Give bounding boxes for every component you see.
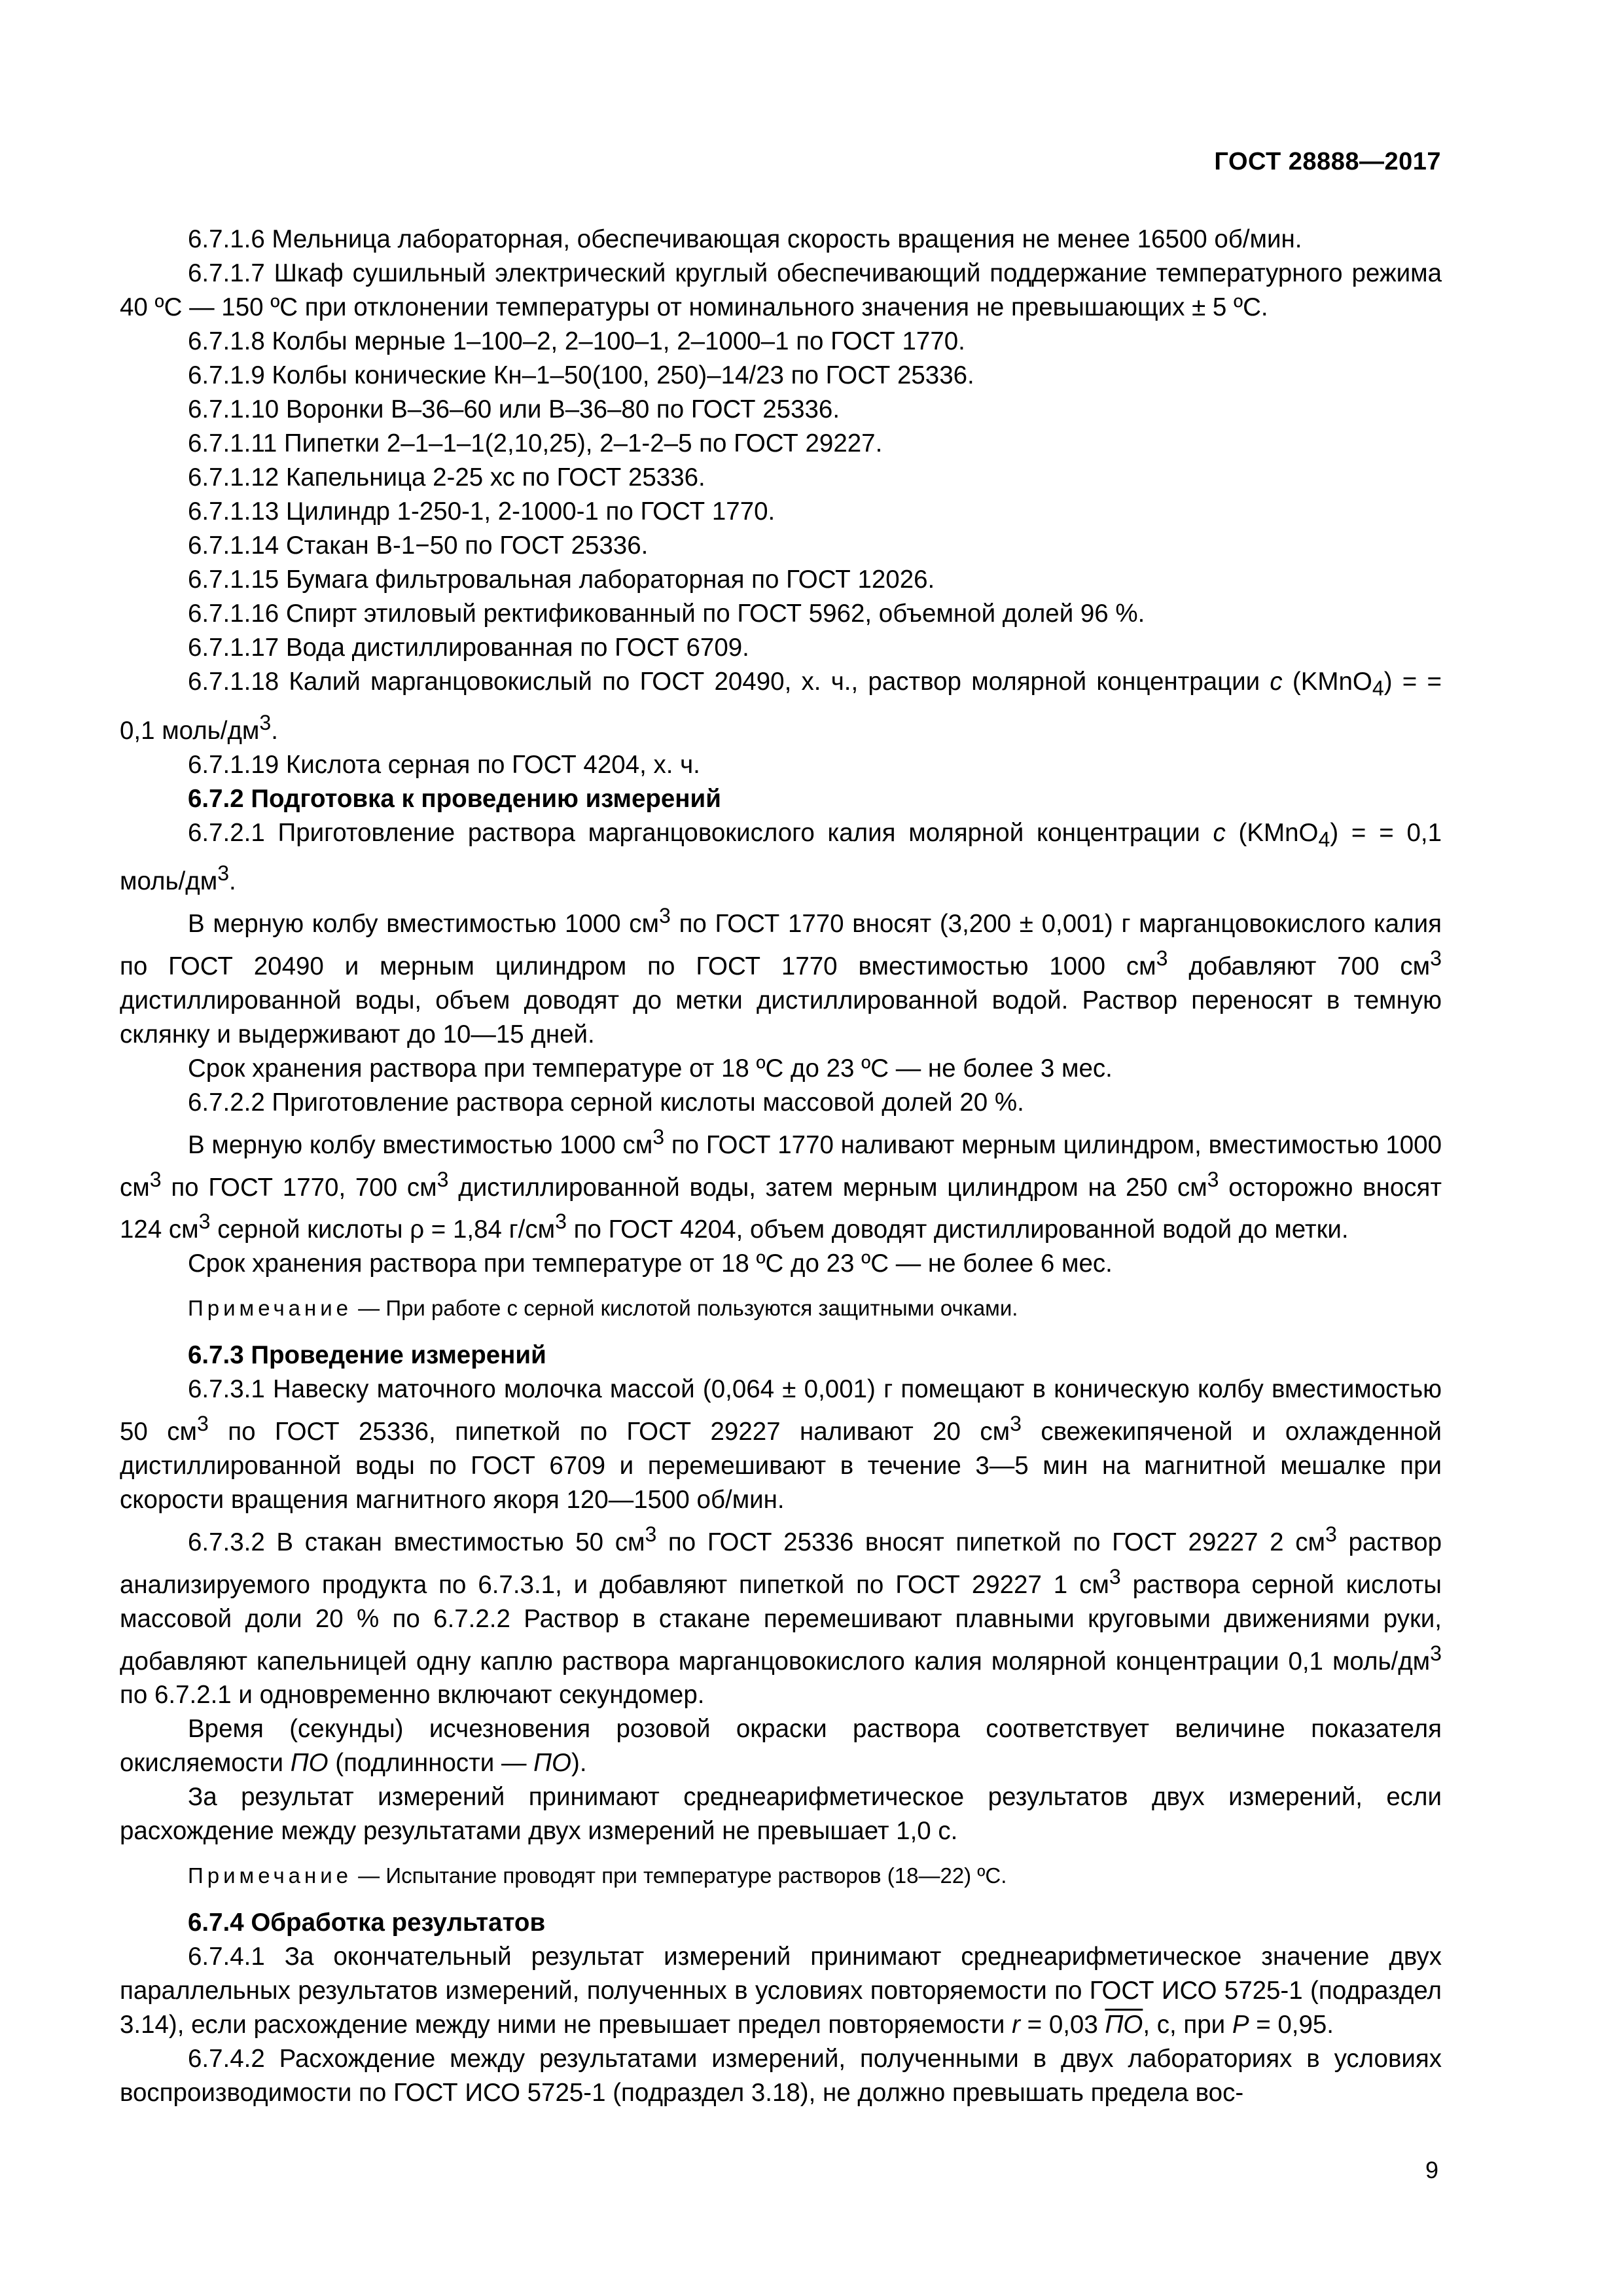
section-heading: 6.7.3 Проведение измерений — [188, 1341, 546, 1370]
body-paragraph: 6.7.3.2 В стакан вместимостью 50 $см^3$ по ГОСТ 25336 вносят пипеткой по ГОСТ 29227 2 $см^3$ раствор анализируемого продукта по 6.7.3.1, и добавляют пипеткой по ГОСТ 29227 1 $см^3$ раствора серной кислоты массовой доли 20 % по 6.7.2.2 Раствор в стакане перемешивают плавными круговыми движениями руки, добавляют капельницей одну каплю раствора марганцовокислого калия молярной концентрации 0,1 моль/$дм^3$ по 6.7.2.1 и одновременно включают секундомер. — [120, 1522, 1442, 1710]
body-paragraph: 6.7.1.13 Цилиндр 1-250-1, 2-1000-1 по ГОСТ 1770. — [188, 497, 776, 526]
body-paragraph: 6.7.1.19 Кислота серная по ГОСТ 4204, х. ч. — [188, 750, 700, 779]
page-number: 9 — [1425, 2157, 1438, 2183]
note-paragraph: Примечание — Испытание проводят при температуре растворов (18—22) ºС. — [188, 1863, 1007, 1888]
section-heading: 6.7.4 Обработка результатов — [188, 1909, 546, 1937]
body-paragraph: Срок хранения раствора при температуре от 18 ºС до 23 ºС — не более 6 мес. — [188, 1249, 1113, 1278]
body-paragraph: 6.7.1.16 Спирт этиловый ректификованный по ГОСТ 5962, объемной долей 96 %. — [188, 600, 1145, 628]
section-heading: 6.7.2 Подготовка к проведению измерений — [188, 784, 721, 813]
body-paragraph: В мерную колбу вместимостью 1000 $см^3$ по ГОСТ 1770 вносят (3,200 ± 0,001) г марганцовокислого калия по ГОСТ 20490 и мерным цилиндром по ГОСТ 1770 вместимостью 1000 $см^3$ добавляют 700 $см^3$ дистиллированной воды, объем доводят до метки дистиллированной водой. Раствор переносят в темную склянку и выдерживают до 10—15 дней. — [120, 904, 1442, 1049]
body-paragraph: 6.7.1.17 Вода дистиллированная по ГОСТ 6709. — [188, 634, 749, 662]
body-paragraph: 6.7.4.1 За окончательный результат измерений принимают среднеарифметическое значение двух параллельных результатов измерений, полученных в условиях повторяемости по ГОСТ ИСО 5725-1 (подраздел 3.14), если расхождение между ними не превышает предел повторяемости r = 0,03 ПО, с, при Р = 0,95. — [120, 1943, 1442, 2039]
body-paragraph: 6.7.1.9 Колбы конические Кн–1–50(100, 250)–14/23 по ГОСТ 25336. — [188, 361, 974, 389]
body-paragraph: Срок хранения раствора при температуре от 18 ºС до 23 ºС — не более 3 мес. — [188, 1054, 1113, 1083]
document-body — [120, 223, 1442, 2110]
document-id-header: ГОСТ 28888—2017 — [1214, 148, 1441, 175]
body-paragraph: 6.7.3.1 Навеску маточного молочка массой (0,064 ± 0,001) г помещают в коническую колбу вместимостью 50 $см^3$ по ГОСТ 25336, пипеткой по ГОСТ 29227 наливают 20 $см^3$ свежекипяченой и охлажденной дистиллированной воды по ГОСТ 6709 и перемешивают в течение 3—5 мин на магнитной мешалке при скорости вращения магнитного якоря 120—1500 об/мин. — [120, 1375, 1442, 1514]
body-paragraph: За результат измерений принимают среднеарифметическое результатов двух измерений, если расхождение между результатами двух измерений не превышает 1,0 с. — [120, 1783, 1442, 1846]
body-paragraph: 6.7.4.2 Расхождение между результатами измерений, полученными в двух лабораториях в условиях воспроизводимости по ГОСТ ИСО 5725-1 (подраздел 3.18), не должно превышать предела вос- — [120, 2045, 1442, 2108]
body-paragraph: 6.7.1.10 Воронки В–36–60 или В–36–80 по ГОСТ 25336. — [188, 395, 840, 423]
body-paragraph: 6.7.1.14 Стакан В-1−50 по ГОСТ 25336. — [188, 531, 649, 560]
body-paragraph: Время (секунды) исчезновения розовой окраски раствора соответствует величине показателя окисляемости ПО (подлинности — ПО). — [120, 1715, 1442, 1778]
body-paragraph: 6.7.2.1 Приготовление раствора марганцовокислого калия молярной концентрации с (KMnO$_4$) = = 0,1 моль/$дм^3$. — [120, 818, 1442, 896]
body-paragraph: В мерную колбу вместимостью 1000 $см^3$ по ГОСТ 1770 наливают мерным цилиндром, вместимостью 1000 $см^3$ по ГОСТ 1770, 700 $см^3$ дистиллированной воды, затем мерным цилиндром на 250 $см^3$ осторожно вносят 124 $см^3$ серной кислоты ρ = 1,84 $г/см^3$ по ГОСТ 4204, объем доводят дистиллированной водой до метки. — [120, 1124, 1442, 1244]
body-paragraph: 6.7.1.15 Бумага фильтровальная лабораторная по ГОСТ 12026. — [188, 565, 935, 594]
body-paragraph: 6.7.1.8 Колбы мерные 1–100–2, 2–100–1, 2–1000–1 по ГОСТ 1770. — [188, 327, 965, 355]
body-paragraph: 6.7.1.7 Шкаф сушильный электрический круглый обеспечивающий поддержание температурного режима 40 ºС — 150 ºС при отклонении температуры от номинального значения не превышающих ± 5 ºС. — [120, 259, 1442, 321]
body-paragraph: 6.7.2.2 Приготовление раствора серной кислоты массовой долей 20 %. — [188, 1088, 1024, 1117]
body-paragraph: 6.7.1.11 Пипетки 2–1–1–1(2,10,25), 2–1-2–5 по ГОСТ 29227. — [188, 429, 883, 457]
body-paragraph: 6.7.1.6 Мельница лабораторная, обеспечивающая скорость вращения не менее 16500 об/мин. — [188, 225, 1302, 253]
note-paragraph: Примечание — При работе с серной кислотой пользуются защитными очками. — [188, 1296, 1018, 1321]
body-paragraph: 6.7.1.18 Калий марганцовокислый по ГОСТ 20490, х. ч., раствор молярной концентрации с (KMnO$_4$) = = 0,1 моль/$дм^3$. — [120, 668, 1442, 745]
body-paragraph: 6.7.1.12 Капельница 2-25 хс по ГОСТ 25336. — [188, 463, 705, 492]
